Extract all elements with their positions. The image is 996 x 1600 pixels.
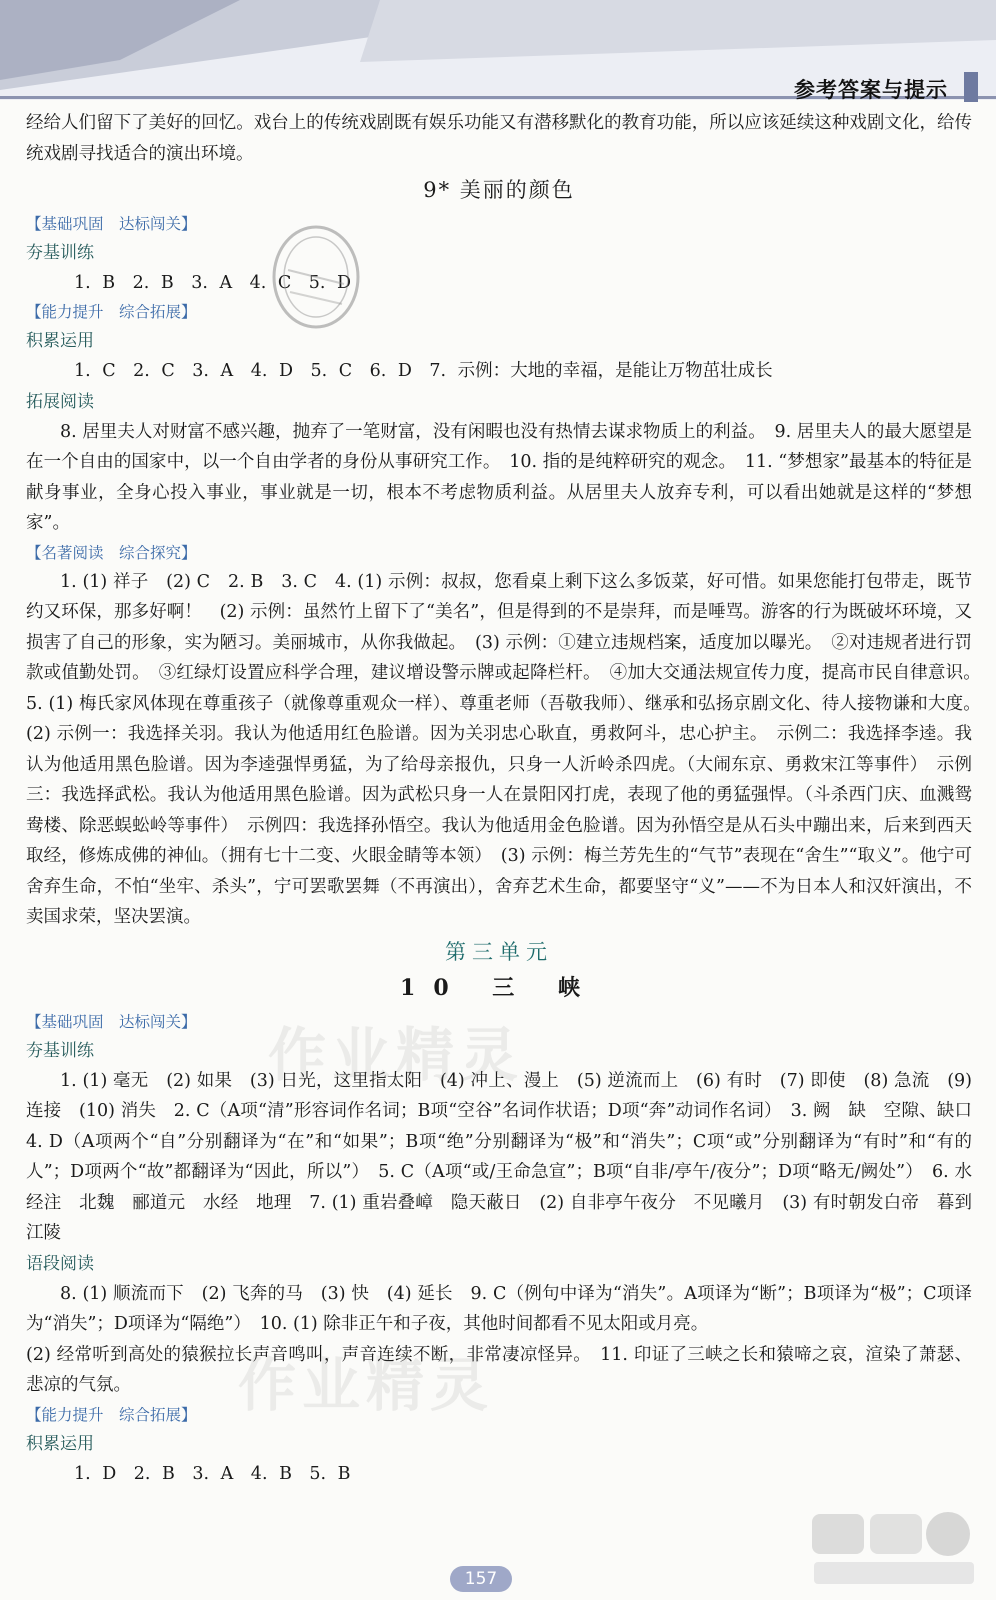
lesson10-title: 10 三 峡: [400, 975, 598, 1001]
lesson9-section1-subheading: 夯基训练: [26, 242, 94, 263]
lesson10-passage-answers: 8. (1) 顺流而下 (2) 飞奔的马 (3) 快 (4) 延长 9. C（例句中译为“消失”。A项译为“断”；B项译为“极”；C项译为“消失”；D项译为“隔绝”） 10. (1) 除非正午和子夜，其他时间都看不见太阳或月亮。: [26, 1283, 972, 1334]
watermark: 作业精灵: [268, 1021, 525, 1089]
lesson9-reading-answers: 8. 居里夫人对财富不感兴趣，抛弃了一笔财富，没有闲暇也没有热情去谋求物质上的利益。 9. 居里夫人的最大愿望是在一个自由的国家中，以一个自由学者的身份从事研究工作。 10. 指的是纯粹研究的观念。 11. “梦想家”最基本的特征是献身事业，全身心投入事业，事业就是一切，根本不考虑物质利益。从居里夫人放弃专利，可以看出她就是这样的“梦想家”。: [26, 421, 972, 533]
watermark: 作业精灵: [238, 1351, 495, 1419]
lesson9-title: 9* 美丽的颜色: [423, 178, 575, 202]
lesson9-section2-heading: 【能力提升 综合拓展】: [26, 303, 197, 321]
lesson10-section2-heading: 【能力提升 综合拓展】: [26, 1405, 197, 1424]
corner-logo: [808, 1508, 978, 1590]
page-number: 157: [450, 1566, 512, 1592]
lesson10-section1-heading: 【基础巩固 达标闯关】: [26, 1012, 197, 1031]
page-body: [26, 108, 990, 1489]
lesson10-section1-subheading2: 语段阅读: [26, 1253, 94, 1274]
header-accent-bar: [964, 72, 978, 102]
page-header-title: 参考答案与提示: [794, 78, 948, 102]
unit3-title: 第三单元: [445, 939, 553, 964]
lesson9-classics-answers: 1. (1) 祥子 (2) C 2. B 3. C 4. (1) 示例：叔叔，您看桌上剩下这么多饭菜，好可惜。如果您能打包带走，既节约又环保，那多好啊！ (2) 示例：虽然竹上留下了“美名”，但是得到的不是崇拜，而是唾骂。游客的行为既破坏环境，又损害了自己的形象，实为陋习。美丽城市，从你我做起。 (3) 示例：①建立违规档案，适度加以曝光。 ②对违规者进行罚款或值勤处罚。 ③红绿灯设置应科学合理，建议增设警示牌或起降栏杆。 ④加大交通法规宣传力度，提高市民自律意识。 5. (1) 梅氏家风体现在尊重孩子（就像尊重观众一样）、尊重老师（吾敬我师）、继承和弘扬京剧文化、待人接物谦和大度。 (2) 示例一：我选择关羽。我认为他适用红色脸谱。因为关羽忠心耿直，勇救阿斗，忠心护主。 示例二：我选择李逵。我认为他适用黑色脸谱。因为李逵强悍勇猛，为了给母亲报仇，只身一人沂岭杀四虎。（大闹东京、勇救宋江等事件） 示例三：我选择武松。我认为他适用黑色脸谱。因为武松只身一人在景阳冈打虎，表现了他的勇猛强悍。（斗杀西门庆、血溅鸳鸯楼、除恶蜈蚣岭等事件） 示例四：我选择孙悟空。我认为他适用金色脸谱。因为孙悟空是从石头中蹦出来，后来到西天取经，修炼成佛的神仙。（拥有七十二变、火眼金睛等本领） (3) 示例：梅兰芳先生的“气节”表现在“舍生”“取义”。他宁可舍弃生命，不怕“坐牢、杀头”，宁可罢歌罢舞（不再演出），舍弃艺术生命，都要坚守“义”——不为日本人和汉奸演出，不卖国求荣，坚决罢演。: [26, 571, 990, 927]
lesson9-section3-heading: 【名著阅读 综合探究】: [26, 543, 197, 562]
lesson9-section2-answers: 1. C 2. C 3. A 4. D 5. C 6. D 7. 示例：大地的幸福，是能让万物茁壮成长: [74, 361, 773, 381]
lesson9-section2-subheading2: 拓展阅读: [26, 391, 94, 412]
intro-paragraph: 经给人们留下了美好的回忆。戏台上的传统戏剧既有娱乐功能又有潜移默化的教育功能，所以应该延续这种戏剧文化，给传统戏剧寻找适合的演出环境。: [26, 113, 972, 164]
lesson9-section1-answers: 1. B 2. B 3. A 4. C 5. D: [74, 272, 352, 293]
lesson10-basics-answers: 1. (1) 毫无 (2) 如果 (3) 日光，这里指太阳 (4) 冲上、漫上 (5) 逆流而上 (6) 有时 (7) 即使 (8) 急流 (9) 连接 (10) 消失 2. C（A项“清”形容词作名词；B项“空谷”名词作状语；D项“奔”动词作名词） 3. 阙 缺 空隙、缺口 4. D（A项两个“自”分别翻译为“在”和“如果”；B项“绝”分别翻译为“极”和“消失”；C项“或”分别翻译为“有时”和“有的人”；D项两个“故”都翻译为“因此，所以”） 5. C（A项“或/王命急宣”；B项“自非/亭午/夜分”；D项“略无/阙处”） 6. 水经注 北魏 郦道元 水经 地理 7. (1) 重岩叠嶂 隐天蔽日 (2) 自非亭午夜分 不见曦月 (3) 有时朝发白帝 暮到江陵: [26, 1070, 990, 1243]
stamp-seal: [268, 222, 364, 332]
lesson10-passage-answers-cont: (2) 经常听到高处的猿猴拉长声音鸣叫，声音连续不断，非常凄凉怪异。 11. 印证了三峡之长和猿啼之哀，渲染了萧瑟、悲凉的气氛。: [26, 1344, 972, 1395]
lesson10-section2-subheading: 积累运用: [26, 1433, 94, 1454]
lesson9-section1-heading: 【基础巩固 达标闯关】: [26, 214, 197, 233]
lesson9-section2-subheading1: 积累运用: [26, 331, 94, 351]
lesson10-section2-answers: 1. D 2. B 3. A 4. B 5. B: [74, 1463, 351, 1484]
lesson10-section1-subheading: 夯基训练: [26, 1040, 94, 1061]
